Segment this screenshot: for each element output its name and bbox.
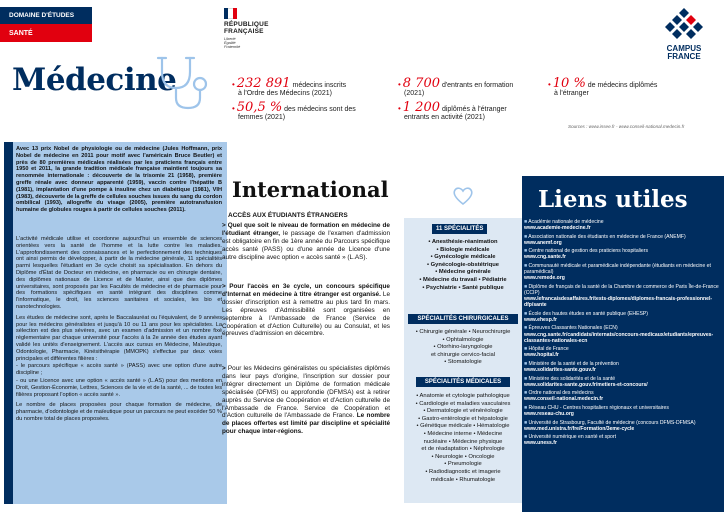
link-label: Université numérique en santé et sport xyxy=(528,434,616,441)
international-paragraph: > Pour les Médecins généralistes ou spécialistes diplômés dans leur pays d'origine, l'inscription sur dossier pour intégrer directement un Diplôme de formation médicale spécialisée (DFMS) ou approfondie (DFMSA) est à retirer auprès du Service de Coopération et d'Action culturelle de l'Ambassade de France. Service de Coopération et d'Action culturelle de l'Ambassade de France. Le nombre de places offertes est limité par discipline et spécialité pour chaque inter-régions. xyxy=(222,365,390,436)
link-url[interactable]: www.cng.sante.fr/candidats/internats/concours-medicaux/etudiants/epreuves-classantes-nationales-ecn xyxy=(524,331,714,344)
list-item: • Ophtalmologie xyxy=(442,336,484,343)
list-item: • Biologie médicale xyxy=(436,246,490,253)
body-paragraph: Le nombre de places proposées pour chaque formation de médecine, de pharmacie, d'odontologie et de maïeutique pour un parcours ne peut excéder 50 % du nombre total de places proposées. xyxy=(16,402,222,422)
link-label: Épreuves Classantes Nationales (ECN) xyxy=(528,325,618,332)
link-url[interactable]: www.med.unistra.fr/fre/Formation/3eme-cycle xyxy=(524,425,635,432)
link-url[interactable]: www.solidarites-sante.gouv.fr xyxy=(524,366,596,373)
bullet-square-icon: ■ xyxy=(524,404,529,411)
bullet-square-icon: ■ xyxy=(524,390,529,397)
list-item: médicale • Rhumatologie xyxy=(430,476,496,483)
link-label: École des hautes études en santé publique (EHESP) xyxy=(528,310,648,317)
rf-devise-2: Égalité xyxy=(224,41,236,45)
link-label: Association nationale des étudiants en médecine de France (ANEMF) xyxy=(528,233,686,240)
link-url[interactable]: www.lefrancaisdesaffaires.fr/tests-diplomes/diplomes-francais-professionnel-dfp/sante xyxy=(524,296,713,309)
list-item: • Anatomie et cytologie pathologique xyxy=(416,393,510,399)
paragraph-text: le passage de l'examen d'admission est obligatoire en fin de 1ère année du Parcours spécifique accès santé (PASS) ou d'une année de Licence d'une autre discipline avec option « accès santé » (L.AS). xyxy=(222,229,390,261)
rf-line1: RÉPUBLIQUE xyxy=(224,21,269,28)
intro-paragraph: Avec 13 prix Nobel de physiologie ou de médecine (Jules Hoffmann, prix Nobel de médecine en 2011 pour motif avec l'américain Bruce Beutler) et près de 80 premières médicales réalisées par les praticiens français entre 1950 et 2011, la grande tradition médicale française maintient toujours sa renommée internationale : découverte de la trisomie 21 (1958), première greffe rénale avec donneur apparenté (1959), vaccin contre l'hépatite B (1981), implantation d'une pompe à insuline chez un diabétique (1981), VIH (1983), découverte de la greffe de cellules souches issues du sang du cordon ombilical (1993), allogreffe du visage (2005), première autotransfusion humaine de globules rouges à partir de cellules souches (2011). xyxy=(16,146,222,214)
paragraph-bold: Pour l'accès en 3e cycle, un concours spécifique d'Internat en médecine à titre étranger est organisé. xyxy=(222,283,390,298)
useful-link-item[interactable] xyxy=(524,284,720,308)
cf-line1: CAMPUS xyxy=(666,44,702,53)
useful-link-item[interactable] xyxy=(524,263,720,281)
stat-item: • 10 % de médecins diplômés à l'étranger xyxy=(548,76,658,97)
useful-links-list xyxy=(524,219,720,449)
link-label: Académie nationale de médecine xyxy=(528,219,604,225)
marianne-flag-icon xyxy=(224,8,237,19)
stat-number: 232 891 xyxy=(236,76,291,91)
international-paragraph: > Pour l'accès en 3e cycle, un concours spécifique d'Internat en médecine à titre étranger est organisé. Le dossier d'inscription est à remettre au plus tard fin mars. Les épreuves d'Admissibilité sont organisées en septembre à l'Ambassade de France (Service de Coopération et d'Action Culturelle) ou au Consulat, et les épreuves d'admission en décembre. xyxy=(222,283,390,338)
link-label: Hôpital de France xyxy=(528,346,569,353)
list-item: • Otorhino-laryngologie xyxy=(433,344,493,351)
bullet-square-icon: ■ xyxy=(524,283,529,290)
list-item: et chirurgie cervico-facial xyxy=(430,351,496,358)
specialties-header: 11 SPÉCIALITÉS xyxy=(432,224,487,234)
stat-text: à l'Ordre des Médecins (2021) xyxy=(238,90,332,97)
bullet-square-icon: ■ xyxy=(524,310,529,317)
paragraph-text: Le dossier d'inscription est à remettre au plus tard fin mars. Les épreuves d'Admissibilité sont organisées en septembre à l'Ambassade de France (Service de Coopération et d'Action Culturelle) ou au Consulat, et les épreuves d'admission en décembre. xyxy=(222,290,390,338)
link-url[interactable]: www.ehesp.fr xyxy=(524,316,557,323)
useful-link-item[interactable] xyxy=(524,361,720,373)
surgical-header: SPÉCIALITÉS CHIRURGICALES xyxy=(408,314,518,324)
stat-item: • 8 700 d'entrants en formation (2021) xyxy=(398,76,514,97)
list-item: • Psychiatrie • Santé publique xyxy=(422,284,504,291)
link-url[interactable]: www.hopital.fr xyxy=(524,352,559,359)
medical-header: SPÉCIALITÉS MÉDICALES xyxy=(416,377,510,387)
stat-text: diplômés à l'étranger xyxy=(441,106,507,113)
campus-france-logo xyxy=(650,6,718,61)
bullet-square-icon: ■ xyxy=(524,325,529,332)
link-label: Université de Strasbourg, Faculté de médecine (concours DFMS-DFMSA) xyxy=(528,419,696,426)
link-url[interactable]: www.solidarites-sante.gouv.fr/metiers-et-concours/ xyxy=(524,381,648,388)
stethoscope-icon xyxy=(156,54,220,112)
body-paragraph: L'activité médicale utilise et coordonne aujourd'hui un ensemble de sciences orientées vers la santé de l'homme et la lutte contre les maladies. L'approfondissement des connaissances et le perfectionnement des techniques ont ainsi permis de développer, à partir de la médecine générale, 11 spécialités parmi lesquelles l'étudiant en 3e cycle choisit sa spécialisation. En dehors du Diplôme d'État de Docteur en médecine, en pharmacie ou en chirurgie dentaire, des diplômes nationaux de Licence et de Master, ainsi que des diplômes universitaires, sont proposés par les Facultés de médecine et de pharmacie pour des formations spécifiques en santé intégrant des disciplines comme l'informatique, le droit, les sciences sanitaires et sociales, les bio et nanotechnologies. xyxy=(16,236,222,310)
list-item: et de réadaptation • Néphrologie xyxy=(421,446,505,453)
list-item: • Génétique médicale • Hématologie xyxy=(416,423,510,430)
useful-link-item[interactable] xyxy=(524,376,720,388)
useful-link-item[interactable] xyxy=(524,390,720,402)
international-subtitle: ACCÈS AUX ÉTUDIANTS ÉTRANGERS xyxy=(228,212,348,219)
body-paragraph: - ou une Licence avec une option « accès santé » (L.AS) pour des mentions en Droit, Gestion-Économie, Lettres, Sciences de la vie et de la santé, ... de toutes les filières proposant l'option « accès santé ». xyxy=(16,377,222,398)
link-label: Ministère des solidarités et de la santé xyxy=(528,375,616,382)
list-item: • Gastro-entérologie et hépatologie xyxy=(418,415,508,422)
campus-france-grid-icon xyxy=(662,6,706,40)
stat-text: médecins inscrits xyxy=(292,82,347,89)
bullet-square-icon: ■ xyxy=(524,346,529,353)
bullet-square-icon: ■ xyxy=(524,219,529,225)
stat-text: de médecins diplômés xyxy=(587,82,658,89)
useful-link-item[interactable] xyxy=(524,311,720,323)
stat-text: (2021) xyxy=(404,90,425,97)
surgical-list xyxy=(404,329,522,367)
list-item: • Neurologie • Oncologie xyxy=(431,453,495,460)
heart-icon xyxy=(452,186,474,206)
page-title: Médecine xyxy=(12,62,177,98)
link-label: Communauté médicale et paramédicale indépendante (étudiants en médecine et paramédical) xyxy=(524,263,711,276)
list-item: • Stomatologie xyxy=(444,359,482,366)
bullet-square-icon: ■ xyxy=(524,419,529,426)
paragraph-bold: Quel que soit le niveau de formation en médecine de l'étudiant étranger, xyxy=(222,222,390,237)
list-item: • Pneumologie xyxy=(444,461,482,468)
paragraph-text: Pour les Médecins généralistes ou spécialistes diplômés dans leur pays d'origine, l'inscription sur dossier pour intégrer directement un Diplôme de formation médicale spécialisée (DFMS) ou approfondie (DFMSA) est à retirer auprès du Service de Coopération et d'Action culturelle de l'Ambassade de France. Service de Coopération et d'Action culturelle de l'Ambassade de France. xyxy=(222,365,390,420)
rf-devise-3: Fraternité xyxy=(224,45,241,49)
useful-link-item[interactable] xyxy=(524,325,720,343)
useful-link-item[interactable] xyxy=(524,420,720,432)
domain-value: SANTÉ xyxy=(0,24,92,42)
list-item: • Chirurgie générale • Neurochirurgie xyxy=(415,329,511,335)
list-item: • Anesthésie-réanimation xyxy=(428,239,498,245)
link-url[interactable]: www.remede.org xyxy=(524,275,565,282)
international-paragraph: > Quel que soit le niveau de formation en médecine de l'étudiant étranger, le passage de l'examen d'admission est obligatoire en fin de 1ère année du Parcours spécifique accès santé (PASS) ou d'une année de Licence d'une autre discipline avec option « accès santé » (L.AS). xyxy=(222,222,390,261)
list-item: • Gynécologie-obstétrique xyxy=(427,261,499,268)
domain-label: DOMAINE D'ÉTUDES xyxy=(0,7,92,24)
useful-link-item[interactable] xyxy=(524,248,720,260)
useful-link-item[interactable] xyxy=(524,234,720,246)
link-url[interactable]: www.reseau-chu.org xyxy=(524,411,574,418)
list-item: nucléaire • Médecine physique xyxy=(423,438,503,445)
link-url[interactable]: www.cng.sante.fr xyxy=(524,254,566,261)
stat-item: • 1 200 diplômés à l'étranger entrants en activité (2021) xyxy=(398,100,507,121)
list-item: • Médecine du travail • Pédiatrie xyxy=(419,276,507,283)
link-label: Centre national de gestion des praticiens hospitaliers xyxy=(528,248,648,255)
link-label: Réseau CHU - Centres hospitaliers régionaux et universitaires xyxy=(528,404,669,411)
stat-text: femmes (2021) xyxy=(238,114,286,121)
useful-link-item[interactable] xyxy=(524,434,720,446)
international-title: International xyxy=(232,177,389,202)
paragraph-bold: Le nombre de places offertes est limité par discipline et spécialité pour chaque inter-régions. xyxy=(222,412,390,436)
link-url[interactable]: www.uness.fr xyxy=(524,440,557,447)
useful-link-item[interactable] xyxy=(524,219,720,231)
body-paragraph: - le parcours spécifique « accès santé » (PASS) avec une option d'une autre discipline ; xyxy=(16,363,222,377)
useful-link-item[interactable] xyxy=(524,346,720,358)
link-label: Ministère de la santé et de la prévention xyxy=(528,360,619,367)
list-item: • Médecine générale xyxy=(435,269,491,276)
sources-note: Sources : www.insee.fr - www.conseil-national.medecin.fr xyxy=(568,124,685,129)
link-label: Diplôme de français de la santé de la Chambre de commerce de Paris Île-de-France (CCIP) xyxy=(524,283,719,296)
specialties-panel xyxy=(404,218,522,503)
stat-text: à l'étranger xyxy=(554,90,589,97)
body-text xyxy=(16,236,222,427)
specialties-list xyxy=(404,239,522,292)
link-url[interactable]: www.conseil-national.medecin.fr xyxy=(524,396,604,403)
rf-devise-1: Liberté xyxy=(224,37,236,41)
stat-number: 8 700 xyxy=(402,76,440,91)
stat-number: 1 200 xyxy=(402,100,440,115)
list-item: • Radiodiagnostic et imagerie xyxy=(425,468,501,475)
list-item: • Gynécologie médicale xyxy=(430,254,496,261)
link-url[interactable]: www.anemf.org xyxy=(524,239,562,246)
stat-item: • 232 891 médecins inscrits à l'Ordre des Médecins (2021) xyxy=(232,76,347,97)
list-item: • Cardiologie et maladies vasculaires xyxy=(415,400,511,407)
useful-link-item[interactable] xyxy=(524,405,720,417)
stat-text: d'entrants en formation xyxy=(441,82,514,89)
stat-item: • 50,5 % des médecins sont des femmes (2021) xyxy=(232,100,356,121)
useful-links-title: Liens utiles xyxy=(538,186,688,213)
stat-number: 10 % xyxy=(552,76,586,91)
domain-badge xyxy=(0,7,92,42)
stat-number: 50,5 % xyxy=(236,100,283,115)
republique-francaise-logo xyxy=(224,8,294,49)
rf-line2: FRANÇAISE xyxy=(224,28,264,35)
link-url[interactable]: www.academie-medecine.fr xyxy=(524,225,591,232)
bullet-square-icon: ■ xyxy=(524,233,529,240)
bullet-square-icon: ■ xyxy=(524,263,529,270)
stat-text: entrants en activité (2021) xyxy=(404,114,485,121)
cf-line2: FRANCE xyxy=(667,52,701,61)
list-item: • Dermatologie et vénéréologie xyxy=(423,408,503,415)
bullet-square-icon: ■ xyxy=(524,360,529,367)
stat-text: des médecins sont des xyxy=(284,106,356,113)
bullet-square-icon: ■ xyxy=(524,434,529,441)
medical-list xyxy=(404,393,522,484)
bullet-square-icon: ■ xyxy=(524,375,529,382)
link-label: Ordre national des médecins xyxy=(528,390,594,397)
list-item: • Médecine interne • Médecine xyxy=(423,430,503,437)
body-paragraph: Les études de médecine sont, après le Baccalauréat ou l'équivalent, de 9 années pour les médecins généralistes et jusqu'à 10 ou 11 ans pour les spécialistes. La sélection est des plus sévères, avec un examen d'admission et un nombre fixé réglementaire par chaque université pour l'accès à la 2e année des études ayant validé les unités d'enseignement. L'accès aux cursus en Médecine, Maïeutique, Odontologie, Pharmacie, Kinésithérapie (MMOPK) s'effectue par deux voies principales et différentes filières : xyxy=(16,314,222,362)
bullet-square-icon: ■ xyxy=(524,248,529,255)
